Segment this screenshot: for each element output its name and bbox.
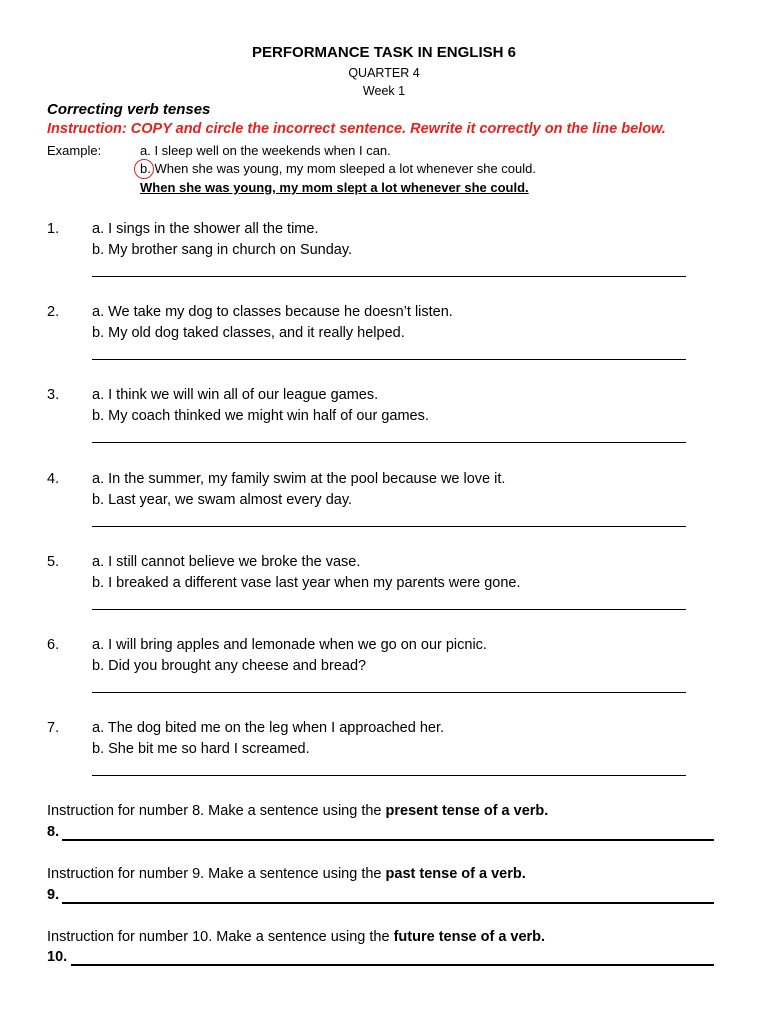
answer-line[interactable] (62, 902, 714, 904)
sentence-b: b. I breaked a different vase last year when my parents were gone. (92, 575, 521, 591)
instruction-emphasis: present tense of a verb. (385, 803, 549, 819)
instruction-text: Instruction: COPY and circle the incorrect sentence. Rewrite it correctly on the line below. (47, 121, 666, 137)
sentence-b: b. My brother sang in church on Sunday. (92, 242, 353, 258)
example-sentence-a: a. I sleep well on the weekends when I can. (140, 143, 391, 158)
quarter-label: QUARTER 4 (348, 66, 420, 80)
page-title: PERFORMANCE TASK IN ENGLISH 6 (252, 44, 516, 61)
sentence-a: a. I think we will win all of our league games. (92, 387, 379, 403)
answer-line[interactable] (92, 359, 686, 360)
sentence-a: a. I will bring apples and lemonade when we go on our picnic. (92, 637, 487, 653)
task-instruction (47, 866, 526, 882)
item-number: 1. (47, 221, 60, 237)
sentence-a: a. I sings in the shower all the time. (92, 221, 319, 237)
example-label: Example: (47, 143, 102, 158)
answer-line[interactable] (92, 526, 686, 527)
item-number: 6. (47, 637, 60, 653)
answer-line[interactable] (62, 839, 714, 841)
item-number: 4. (47, 471, 60, 487)
sentence-a: a. We take my dog to classes because he doesn’t listen. (92, 304, 453, 320)
instruction-text: Instruction for number 10. Make a sentence using the (47, 929, 390, 945)
sentence-b: b. My coach thinked we might win half of our games. (92, 408, 429, 424)
sentence-b: b. Did you brought any cheese and bread? (92, 658, 367, 674)
sentence-b: b. My old dog taked classes, and it really helped. (92, 325, 405, 341)
example-sentence-b: b. When she was young, my mom sleeped a lot whenever she could. (140, 161, 536, 176)
example-answer: When she was young, my mom slept a lot whenever she could. (140, 180, 529, 195)
instruction-text: Instruction for number 9. Make a sentence using the (47, 866, 382, 882)
item-number: 2. (47, 304, 60, 320)
sentence-a: a. The dog bited me on the leg when I approached her. (92, 720, 445, 736)
task-number: 8. (47, 824, 60, 840)
answer-line[interactable] (92, 692, 686, 693)
sentence-a: a. I still cannot believe we broke the vase. (92, 554, 361, 570)
item-number: 5. (47, 554, 60, 570)
instruction-emphasis: future tense of a verb. (393, 929, 546, 945)
circle-mark-icon (134, 159, 154, 179)
item-number: 3. (47, 387, 60, 403)
task-number: 10. (47, 949, 68, 965)
sentence-b: b. Last year, we swam almost every day. (92, 492, 353, 508)
item-number: 7. (47, 720, 60, 736)
task-instruction (47, 803, 548, 819)
task-number: 9. (47, 887, 60, 903)
week-label: Week 1 (362, 84, 406, 98)
section-heading: Correcting verb tenses (47, 101, 211, 118)
task-instruction (47, 929, 545, 945)
answer-line[interactable] (71, 964, 714, 966)
sentence-a: a. In the summer, my family swim at the pool because we love it. (92, 471, 506, 487)
instruction-text: Instruction for number 8. Make a sentence using the (47, 803, 382, 819)
answer-line[interactable] (92, 276, 686, 277)
answer-line[interactable] (92, 609, 686, 610)
instruction-emphasis: past tense of a verb. (385, 866, 526, 882)
answer-line[interactable] (92, 442, 686, 443)
sentence-b: b. She bit me so hard I screamed. (92, 741, 310, 757)
answer-line[interactable] (92, 775, 686, 776)
